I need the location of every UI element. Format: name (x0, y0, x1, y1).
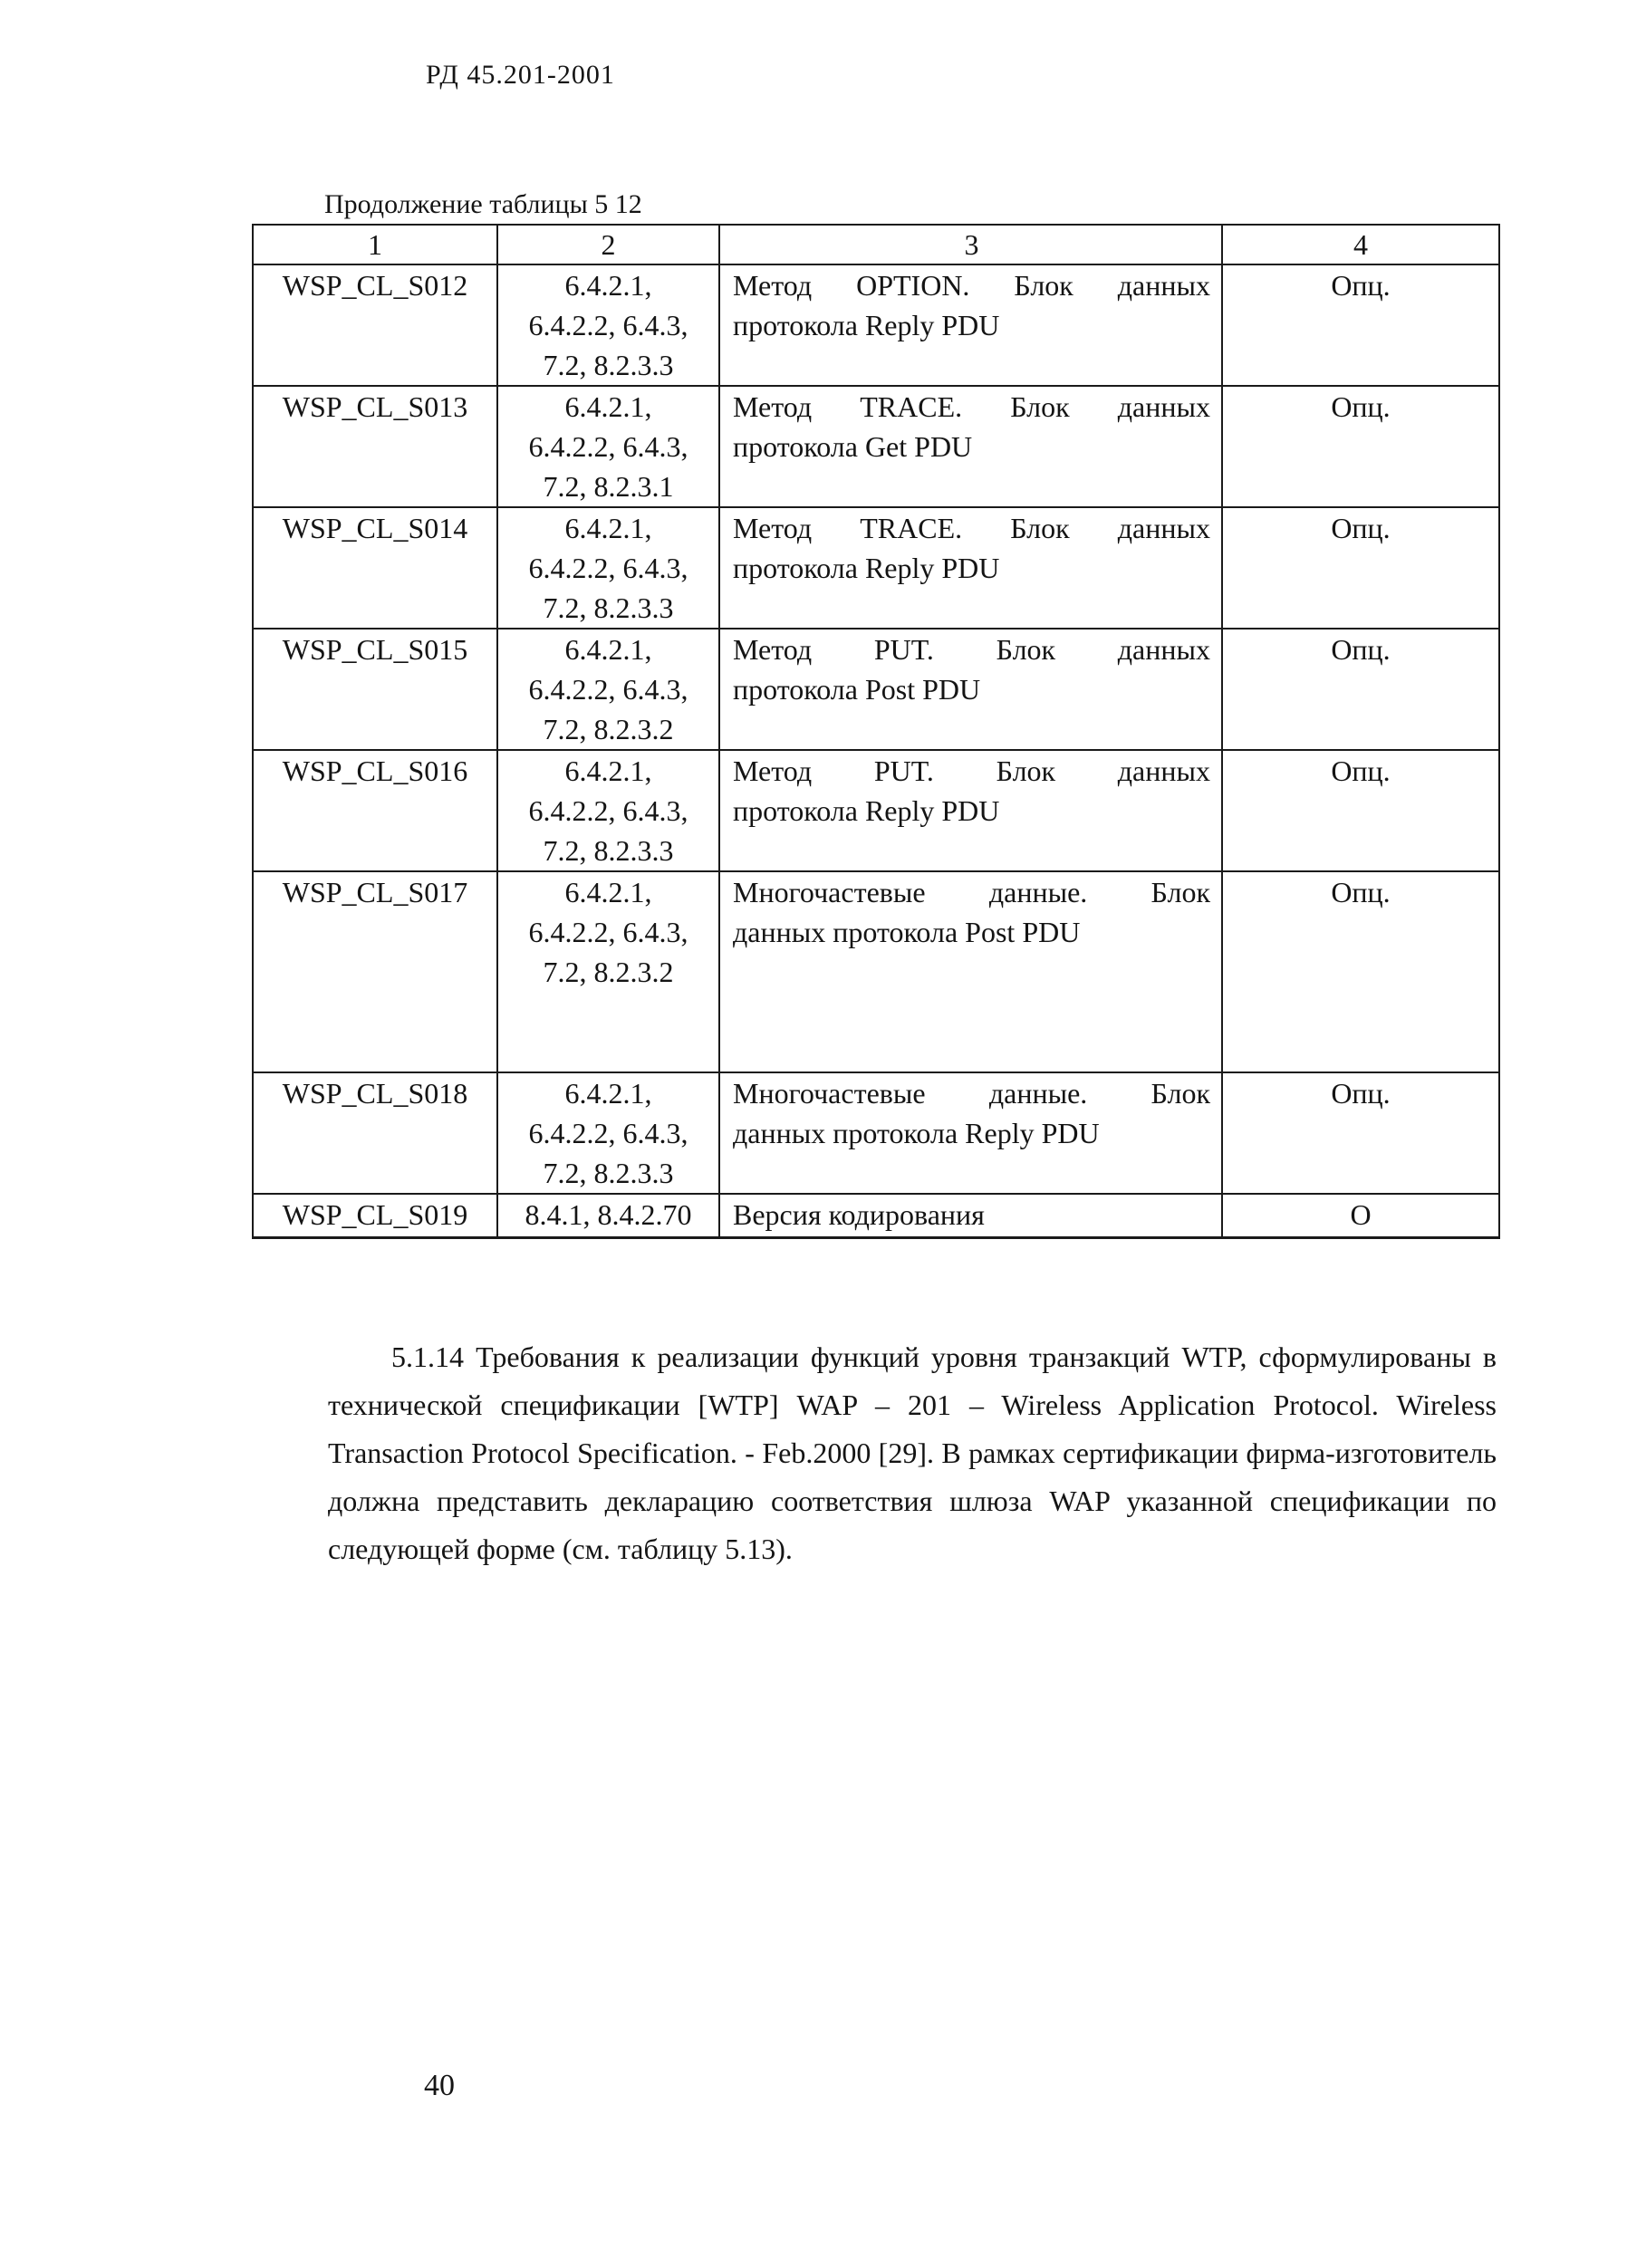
body-paragraph (328, 1333, 1497, 1573)
requirement-description (719, 507, 1222, 629)
support-status: Опц. (1222, 386, 1499, 507)
description-line-2: данных протокола Reply PDU (733, 1117, 1100, 1149)
column-header-1: 1 (253, 225, 497, 264)
section-references: 6.4.2.1, 6.4.2.2, 6.4.3, 7.2, 8.2.3.3 (497, 507, 719, 629)
section-references: 6.4.2.1, 6.4.2.2, 6.4.3, 7.2, 8.2.3.2 (497, 871, 719, 1072)
column-header-4: 4 (1222, 225, 1499, 264)
table-header-row (253, 225, 1499, 264)
description-line-2: протокола Reply PDU (733, 309, 1000, 341)
requirement-id: WSP_CL_S018 (253, 1072, 497, 1194)
description-line-1: Метод PUT. Блок данных (733, 754, 1210, 787)
table-row (253, 1072, 1499, 1194)
table-row (253, 750, 1499, 871)
section-references: 8.4.1, 8.4.2.70 (497, 1194, 719, 1238)
requirement-id: WSP_CL_S019 (253, 1194, 497, 1238)
support-status: Опц. (1222, 1072, 1499, 1194)
support-status: Опц. (1222, 264, 1499, 386)
requirement-description (719, 386, 1222, 507)
requirements-table (252, 224, 1500, 1239)
requirement-description (719, 1072, 1222, 1194)
table-row (253, 386, 1499, 507)
description-line-1: Многочастевые данные. Блок (733, 876, 1210, 908)
description-line-2: протокола Get PDU (733, 430, 973, 463)
section-references: 6.4.2.1, 6.4.2.2, 6.4.3, 7.2, 8.2.3.3 (497, 750, 719, 871)
requirement-description (719, 629, 1222, 750)
section-references: 6.4.2.1, 6.4.2.2, 6.4.3, 7.2, 8.2.3.3 (497, 1072, 719, 1194)
requirement-id: WSP_CL_S016 (253, 750, 497, 871)
description-line-2: протокола Post PDU (733, 673, 981, 706)
requirement-id: WSP_CL_S013 (253, 386, 497, 507)
description-line-2: протокола Reply PDU (733, 552, 1000, 584)
column-header-3: 3 (719, 225, 1222, 264)
description-line-1: Метод TRACE. Блок данных (733, 512, 1210, 544)
table-row (253, 871, 1499, 1072)
support-status: Опц. (1222, 750, 1499, 871)
support-status: Опц. (1222, 507, 1499, 629)
requirement-description (719, 871, 1222, 1072)
support-status: Опц. (1222, 629, 1499, 750)
description-line-1: Версия кодирования (733, 1198, 985, 1231)
section-references: 6.4.2.1, 6.4.2.2, 6.4.3, 7.2, 8.2.3.2 (497, 629, 719, 750)
requirement-id: WSP_CL_S014 (253, 507, 497, 629)
table-row (253, 1194, 1499, 1238)
requirement-id: WSP_CL_S012 (253, 264, 497, 386)
support-status: О (1222, 1194, 1499, 1238)
section-references: 6.4.2.1, 6.4.2.2, 6.4.3, 7.2, 8.2.3.1 (497, 386, 719, 507)
requirement-description (719, 264, 1222, 386)
requirement-description (719, 750, 1222, 871)
table-caption: Продолжение таблицы 5 12 (324, 189, 642, 219)
description-line-1: Метод PUT. Блок данных (733, 633, 1210, 666)
requirement-id: WSP_CL_S015 (253, 629, 497, 750)
requirement-id: WSP_CL_S017 (253, 871, 497, 1072)
description-line-1: Метод TRACE. Блок данных (733, 390, 1210, 423)
description-line-2: данных протокола Post PDU (733, 916, 1081, 948)
description-line-2: протокола Reply PDU (733, 794, 1000, 827)
support-status: Опц. (1222, 871, 1499, 1072)
table-row (253, 629, 1499, 750)
description-line-1: Метод OPTION. Блок данных (733, 269, 1210, 302)
paragraph-text: 5.1.14 Требования к реализации функций уровня транзакций WTP, сформулированы в технической спецификации [WTP] WAP – 201 – Wireless Application Protocol. Wireless Transaction Protocol Specification. - Feb.2000 [29]. В рамках сертификации фирма-изготовитель должна представить декларацию соответствия шлюза WAP указанной спецификации по следующей форме (см. таблицу 5.13). (328, 1341, 1497, 1565)
requirement-description (719, 1194, 1222, 1238)
table-row (253, 507, 1499, 629)
table-row (253, 264, 1499, 386)
page-number: 40 (424, 2069, 455, 2102)
document-code: РД 45.201-2001 (426, 60, 615, 90)
section-references: 6.4.2.1, 6.4.2.2, 6.4.3, 7.2, 8.2.3.3 (497, 264, 719, 386)
column-header-2: 2 (497, 225, 719, 264)
description-line-1: Многочастевые данные. Блок (733, 1077, 1210, 1110)
